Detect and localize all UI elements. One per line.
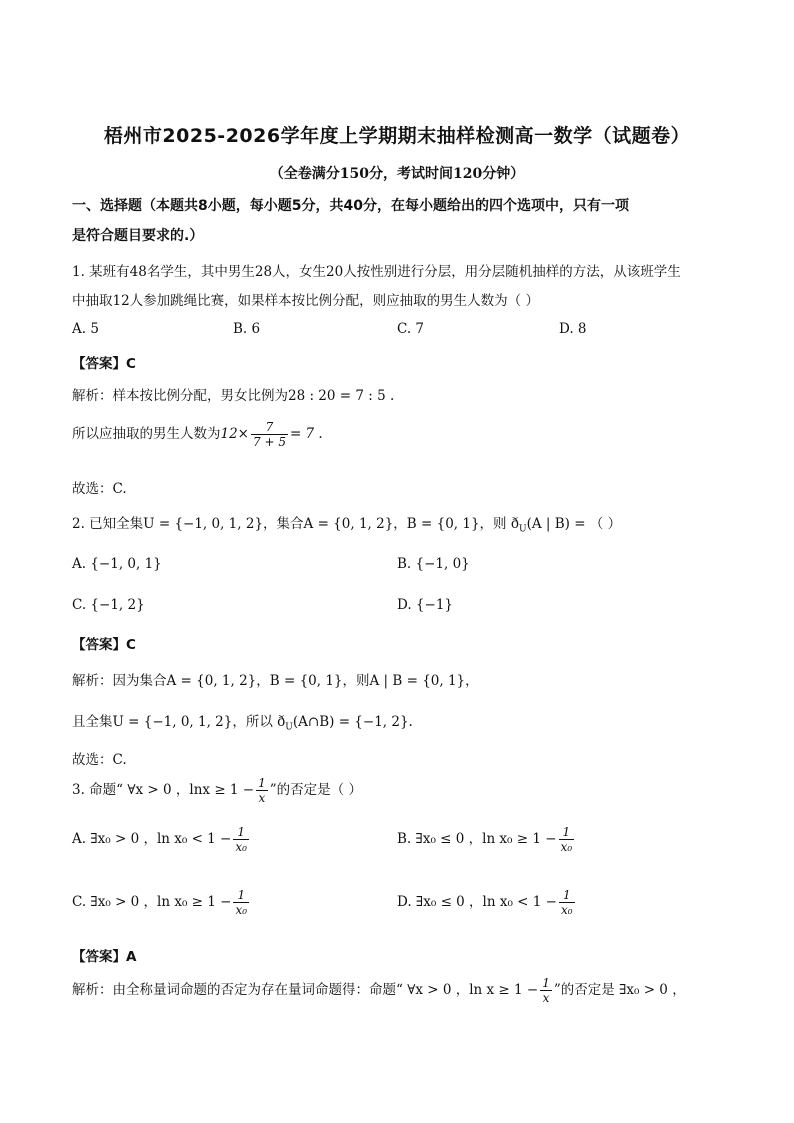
q2-stem: [72, 512, 621, 535]
q3-option-a: [72, 825, 251, 854]
q3-option-c-denominator: x₀: [235, 903, 248, 917]
q1-formula-right: = 7 .: [289, 426, 323, 442]
q3-analysis-prefix: 解析：由全称量词命题的否定为存在量词命题得：命题“ ∀x > 0 ，ln x ≥ 1 −: [72, 982, 539, 998]
q3-analysis-suffix: ”的否定是 ∃x₀ > 0 ，: [553, 982, 686, 998]
q3-analysis-fraction: [540, 976, 552, 1005]
q2-analysis-end: (A∩B) = {−1, 2}.: [292, 714, 413, 730]
q3-stem-suffix: ”的否定是（ ）: [269, 782, 362, 798]
q3-option-a-fraction: [233, 825, 249, 854]
q3-option-d-fraction: [559, 888, 575, 917]
page-subtitle: （全卷满分150分，考试时间120分钟）: [269, 166, 525, 182]
q1-option-c: C. 7: [397, 321, 425, 337]
q3-answer: 【答案】A: [72, 949, 137, 965]
q1-answer: 【答案】C: [72, 356, 136, 372]
q3-option-d-denominator: x₀: [560, 903, 573, 917]
q3-stem: [72, 776, 362, 805]
q2-stem-end: (A | B) = （ ）: [526, 516, 622, 532]
q3-stem-fraction: [256, 776, 268, 805]
q3-option-d: [397, 888, 577, 917]
q3-stem-fraction-numerator: 1: [258, 776, 266, 790]
q3-option-d-label: D. ∃x₀ ≤ 0 ，ln x₀ < 1 −: [397, 894, 557, 910]
q3-option-d-numerator: 1: [559, 888, 575, 903]
q1-option-d: D. 8: [559, 321, 587, 337]
q3-option-c-numerator: 1: [233, 888, 249, 903]
q1-fraction-denominator: 7 + 5: [253, 435, 286, 449]
q2-option-d: D. {−1}: [397, 597, 454, 613]
q3-option-b-fraction: [559, 825, 575, 854]
q1-fraction: [251, 420, 288, 449]
q3-stem-prefix: 3. 命题“ ∀x > 0 ，lnx ≥ 1 −: [72, 782, 255, 798]
q3-analysis: [72, 976, 686, 1005]
q2-conclusion: 故选：C.: [72, 752, 127, 768]
q3-option-a-numerator: 1: [233, 825, 249, 840]
q2-stem-subscript: U: [518, 524, 527, 535]
q2-option-b: B. {−1, 0}: [397, 556, 470, 572]
q3-analysis-numerator: 1: [542, 976, 550, 990]
q1-analysis-line1: 解析：样本按比例分配，男女比例为28 : 20 = 7 : 5 .: [72, 388, 395, 404]
q2-analysis-line2: [72, 710, 413, 733]
q3-option-b-denominator: x₀: [560, 840, 573, 854]
section-heading-line2: 是符合题目要求的.）: [72, 228, 204, 244]
q1-stem-line1: 1. 某班有48名学生，其中男生28人，女生20人按性别进行分层，用分层随机抽样的方法，从该班学生: [72, 264, 681, 280]
q3-option-b: [397, 825, 576, 854]
q1-formula-left: 12×: [220, 426, 249, 442]
q1-stem-line2: 中抽取12人参加跳绳比赛，如果样本按比例分配，则应抽取的男生人数为（ ）: [72, 293, 539, 309]
q1-analysis-prefix: 所以应抽取的男生人数为: [72, 426, 221, 442]
q3-option-a-denominator: x₀: [235, 840, 247, 854]
page-title: 梧州市2025-2026学年度上学期期末抽样检测高一数学（试题卷）: [103, 125, 691, 147]
q2-analysis-line1: 解析：因为集合A = {0, 1, 2}，B = {0, 1}，则A | B = {0, 1}，: [72, 673, 479, 689]
q1-analysis-line2: [72, 420, 323, 449]
q1-option-a: A. 5: [72, 321, 99, 337]
q1-conclusion: 故选：C.: [72, 481, 127, 497]
q3-stem-fraction-denominator: x: [258, 791, 266, 805]
q1-option-b: B. 6: [233, 321, 261, 337]
q2-option-a: A. {−1, 0, 1}: [72, 556, 162, 572]
q3-option-c-fraction: [233, 888, 249, 917]
q2-stem-text: 2. 已知全集U = {−1, 0, 1, 2}，集合A = {0, 1, 2}，B = {0, 1}，则 ð: [72, 516, 519, 532]
q2-analysis-text: 且全集U = {−1, 0, 1, 2}，所以 ð: [72, 714, 286, 730]
q3-option-b-label: B. ∃x₀ ≤ 0 ，ln x₀ ≥ 1 −: [397, 831, 557, 847]
q2-option-c: C. {−1, 2}: [72, 597, 145, 613]
q3-option-b-numerator: 1: [559, 825, 575, 840]
q1-fraction-numerator: 7: [251, 420, 288, 435]
q3-option-c-label: C. ∃x₀ > 0 ，ln x₀ ≥ 1 −: [72, 894, 232, 910]
section-heading-line1: 一、选择题（本题共8小题，每小题5分，共40分，在每小题给出的四个选项中，只有一项: [72, 198, 629, 214]
q2-analysis-subscript: U: [285, 722, 293, 733]
q3-analysis-denominator: x: [542, 991, 550, 1005]
q3-option-a-label: A. ∃x₀ > 0 ，ln x₀ < 1 −: [72, 831, 232, 847]
q2-answer: 【答案】C: [72, 637, 136, 653]
q3-option-c: [72, 888, 251, 917]
